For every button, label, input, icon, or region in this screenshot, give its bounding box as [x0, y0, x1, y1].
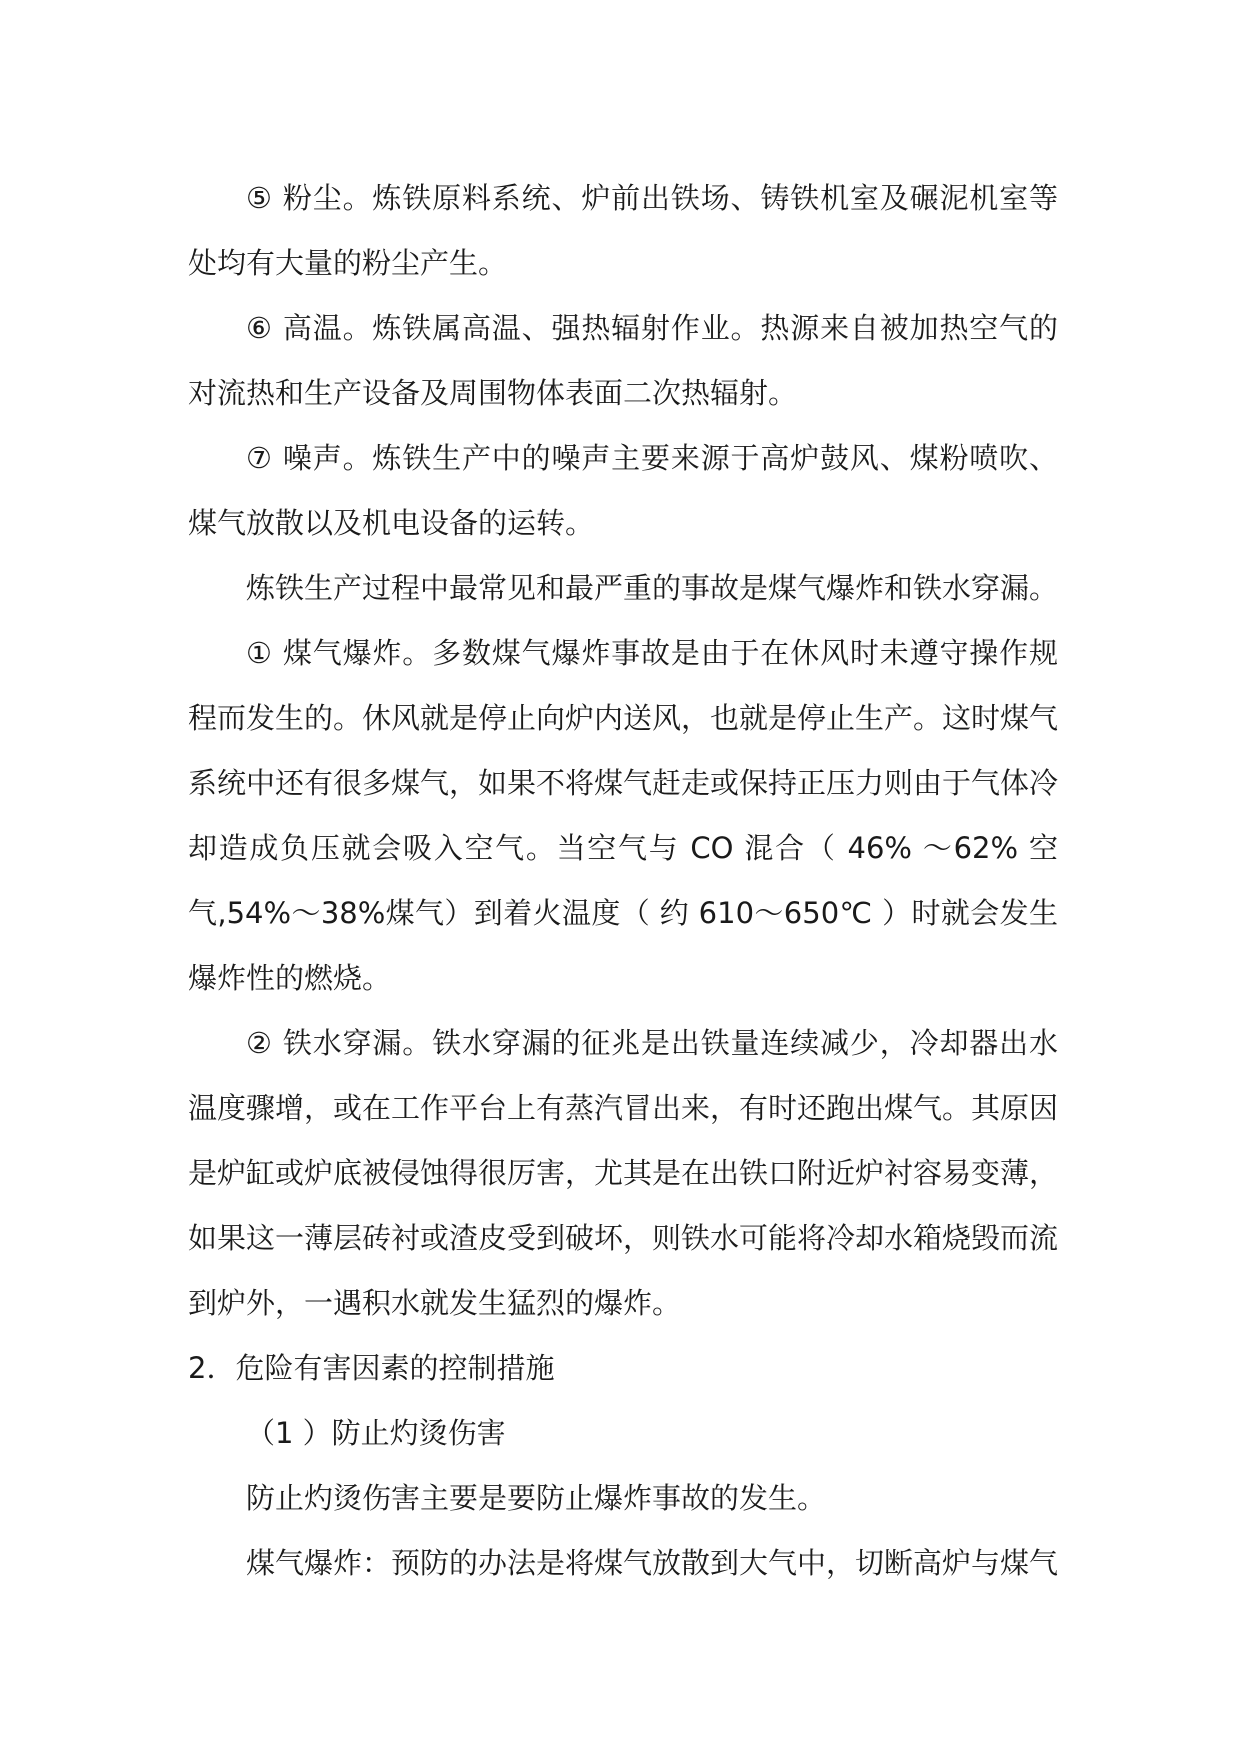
document-page — [188, 166, 1058, 1596]
section-heading: 2．危险有害因素的控制措施 — [188, 1351, 555, 1385]
paragraph-common-accidents: 炼铁生产过程中最常见和最严重的事故是煤气爆炸和铁水穿漏。 — [246, 571, 1059, 605]
paragraph-molten-iron-leak: ② 铁水穿漏。铁水穿漏的征兆是出铁量连续减少，冷却器出水温度骤增，或在工作平台上有蒸汽冒出来，有时还跑出煤气。其原因是炉缸或炉底被侵蚀得很厉害，尤其是在出铁口附近炉衬容易变薄，如果这一薄层砖衬或渣皮受到破坏，则铁水可能将冷却水箱烧毁而流到炉外，一遇积水就发生猛烈的爆炸。 — [188, 1026, 1059, 1320]
paragraph-noise: ⑦ 噪声。炼铁生产中的噪声主要来源于高炉鼓风、煤粉喷吹、煤气放散以及机电设备的运转。 — [188, 441, 1058, 540]
subsection-heading: （1 ）防止灼烫伤害 — [246, 1416, 506, 1450]
paragraph-burn-prevention: 防止灼烫伤害主要是要防止爆炸事故的发生。 — [246, 1481, 827, 1515]
paragraph-gas-explosion-prevention: 煤气爆炸：预防的办法是将煤气放散到大气中，切断高炉与煤气 — [246, 1546, 1059, 1580]
paragraph-dust: ⑤ 粉尘。炼铁原料系统、炉前出铁场、铸铁机室及碾泥机室等处均有大量的粉尘产生。 — [188, 181, 1058, 280]
paragraph-high-temperature: ⑥ 高温。炼铁属高温、强热辐射作业。热源来自被加热空气的对流热和生产设备及周围物体表面二次热辐射。 — [188, 311, 1058, 410]
paragraph-gas-explosion: ① 煤气爆炸。多数煤气爆炸事故是由于在休风时未遵守操作规程而发生的。休风就是停止向炉内送风，也就是停止生产。这时煤气系统中还有很多煤气，如果不将煤气赶走或保持正压力则由于气体冷却造成负压就会吸入空气。当空气与 CO 混合（ 46% ～62% 空气,54%～38%煤气）到着火温度（ 约 610～650℃ ）时就会发生爆炸性的燃烧。 — [188, 636, 1059, 995]
